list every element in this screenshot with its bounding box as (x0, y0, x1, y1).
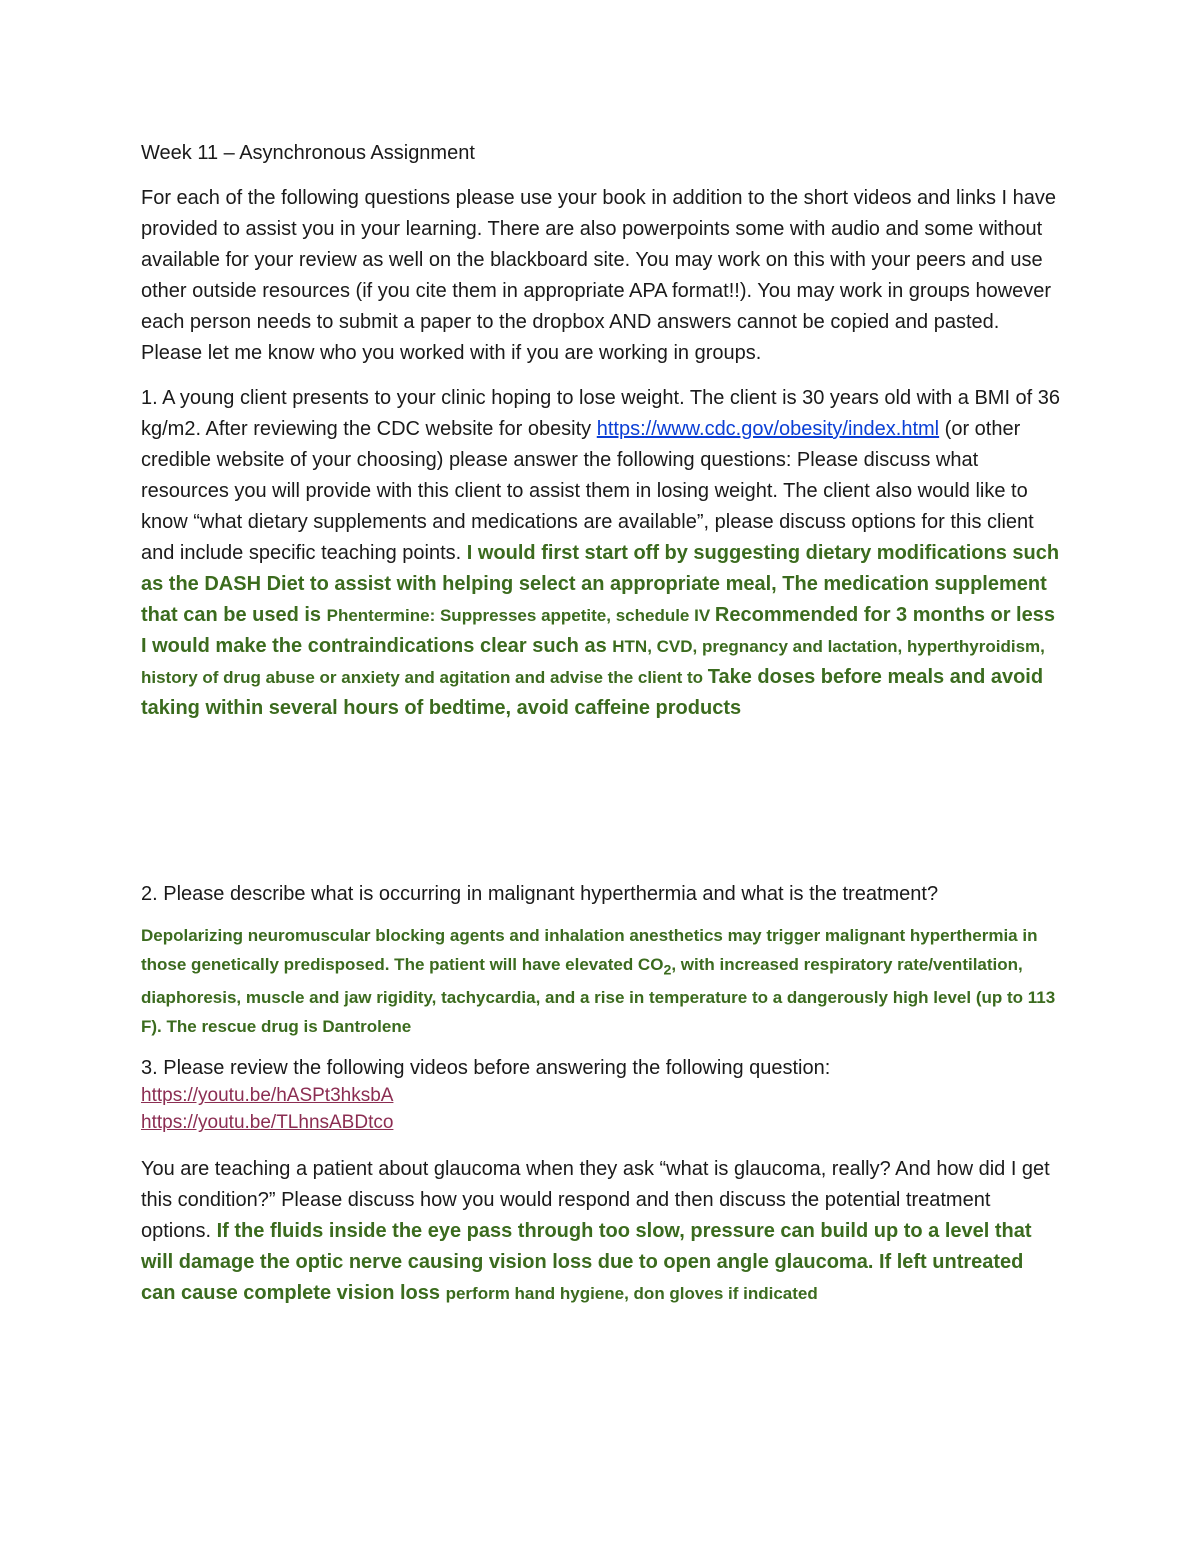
q3-question: You are teaching a patient about glaucoma when they ask “what is glaucoma, really? And how did I get this condition?” Please discuss how you would respond and then discuss the potential treatment options. (141, 1158, 1050, 1243)
youtube-link-2[interactable]: https://youtu.be/TLhnsABDtco (141, 1112, 394, 1134)
question-2-prompt: 2. Please describe what is occurring in malignant hyperthermia and what is the treatment? (141, 883, 939, 905)
co2-subscript: 2 (663, 961, 672, 978)
intro-paragraph: For each of the following questions please use your book in addition to the short videos and links I have provided to assist you in your learning. There are also powerpoints some with audio and some without available for your review as well on the blackboard site. You may work on this with your peers and use other outside resources (if you cite them in appropriate APA format!!). You may work in groups however each person needs to submit a paper to the dropbox AND answers cannot be copied and pasted. Please let me know who you worked with if you are working in groups. (141, 187, 1057, 364)
video-links (141, 1082, 1061, 1136)
q2-answer-a: Depolarizing neuromuscular blocking agents and inhalation anesthetics may trigger malignant hyperthermia in those genetically predisposed. The patient will have elevated CO (141, 926, 1038, 974)
glaucoma-question (141, 1154, 1061, 1309)
youtube-link-1[interactable]: https://youtu.be/hASPt3hksbA (141, 1085, 394, 1107)
q1-answer-5: Take doses before meals and avoid taking within several hours of bedtime, avoid caffeine products (141, 666, 1044, 719)
question-1 (141, 383, 1061, 724)
q1-answer-3: Recommended for 3 months or less I would make the contraindications clear such as (141, 604, 1055, 657)
question-3-prompt: 3. Please review the following videos before answering the following question: (141, 1057, 831, 1080)
q3-answer-2: perform hand hygiene, don gloves if indicated (445, 1284, 818, 1304)
q1-answer-4: HTN, CVD, pregnancy and lactation, hyperthyroidism, history of drug abuse or anxiety and agitation and advise the client to (141, 637, 1045, 687)
q1-answer-1: I would first start off by suggesting dietary modifications such as the DASH Diet to assist with helping select an appropriate meal, The medication supplement that can be used is (141, 542, 1060, 626)
q1-answer-2: Phentermine: Suppresses appetite, schedule IV (326, 606, 715, 625)
blank-space (141, 724, 1061, 879)
question-2-answer (141, 922, 1061, 1041)
document-title: Week 11 – Asynchronous Assignment (141, 142, 475, 164)
q2-answer-b: , with increased respiratory rate/ventilation, diaphoresis, muscle and jaw rigidity, tachycardia, and a rise in temperature to a dangerously high level (up to 113 F). The rescue drug is Dantrolene (141, 954, 1056, 1036)
q1-prompt-a: 1. A young client presents to your clinic hoping to lose weight. The client is 30 years old with a BMI of 36 kg/m2. After reviewing the CDC website for obesity (141, 387, 1061, 440)
cdc-obesity-link[interactable]: https://www.cdc.gov/obesity/index.html (596, 418, 940, 440)
q3-answer-1: If the fluids inside the eye pass through too slow, pressure can build up to a level that will damage the optic nerve causing vision loss due to open angle glaucoma. If left untreated can cause complete vision loss (141, 1220, 1032, 1305)
q1-prompt-b: (or other credible website of your choosing) please answer the following questions: Please discuss what resources you will provide with this client to assist them in losing weight. The client also would like to know “what dietary supplements and medications are available”, please discuss options for this client and include specific teaching points. (141, 418, 1034, 564)
document-page (141, 138, 1061, 1309)
